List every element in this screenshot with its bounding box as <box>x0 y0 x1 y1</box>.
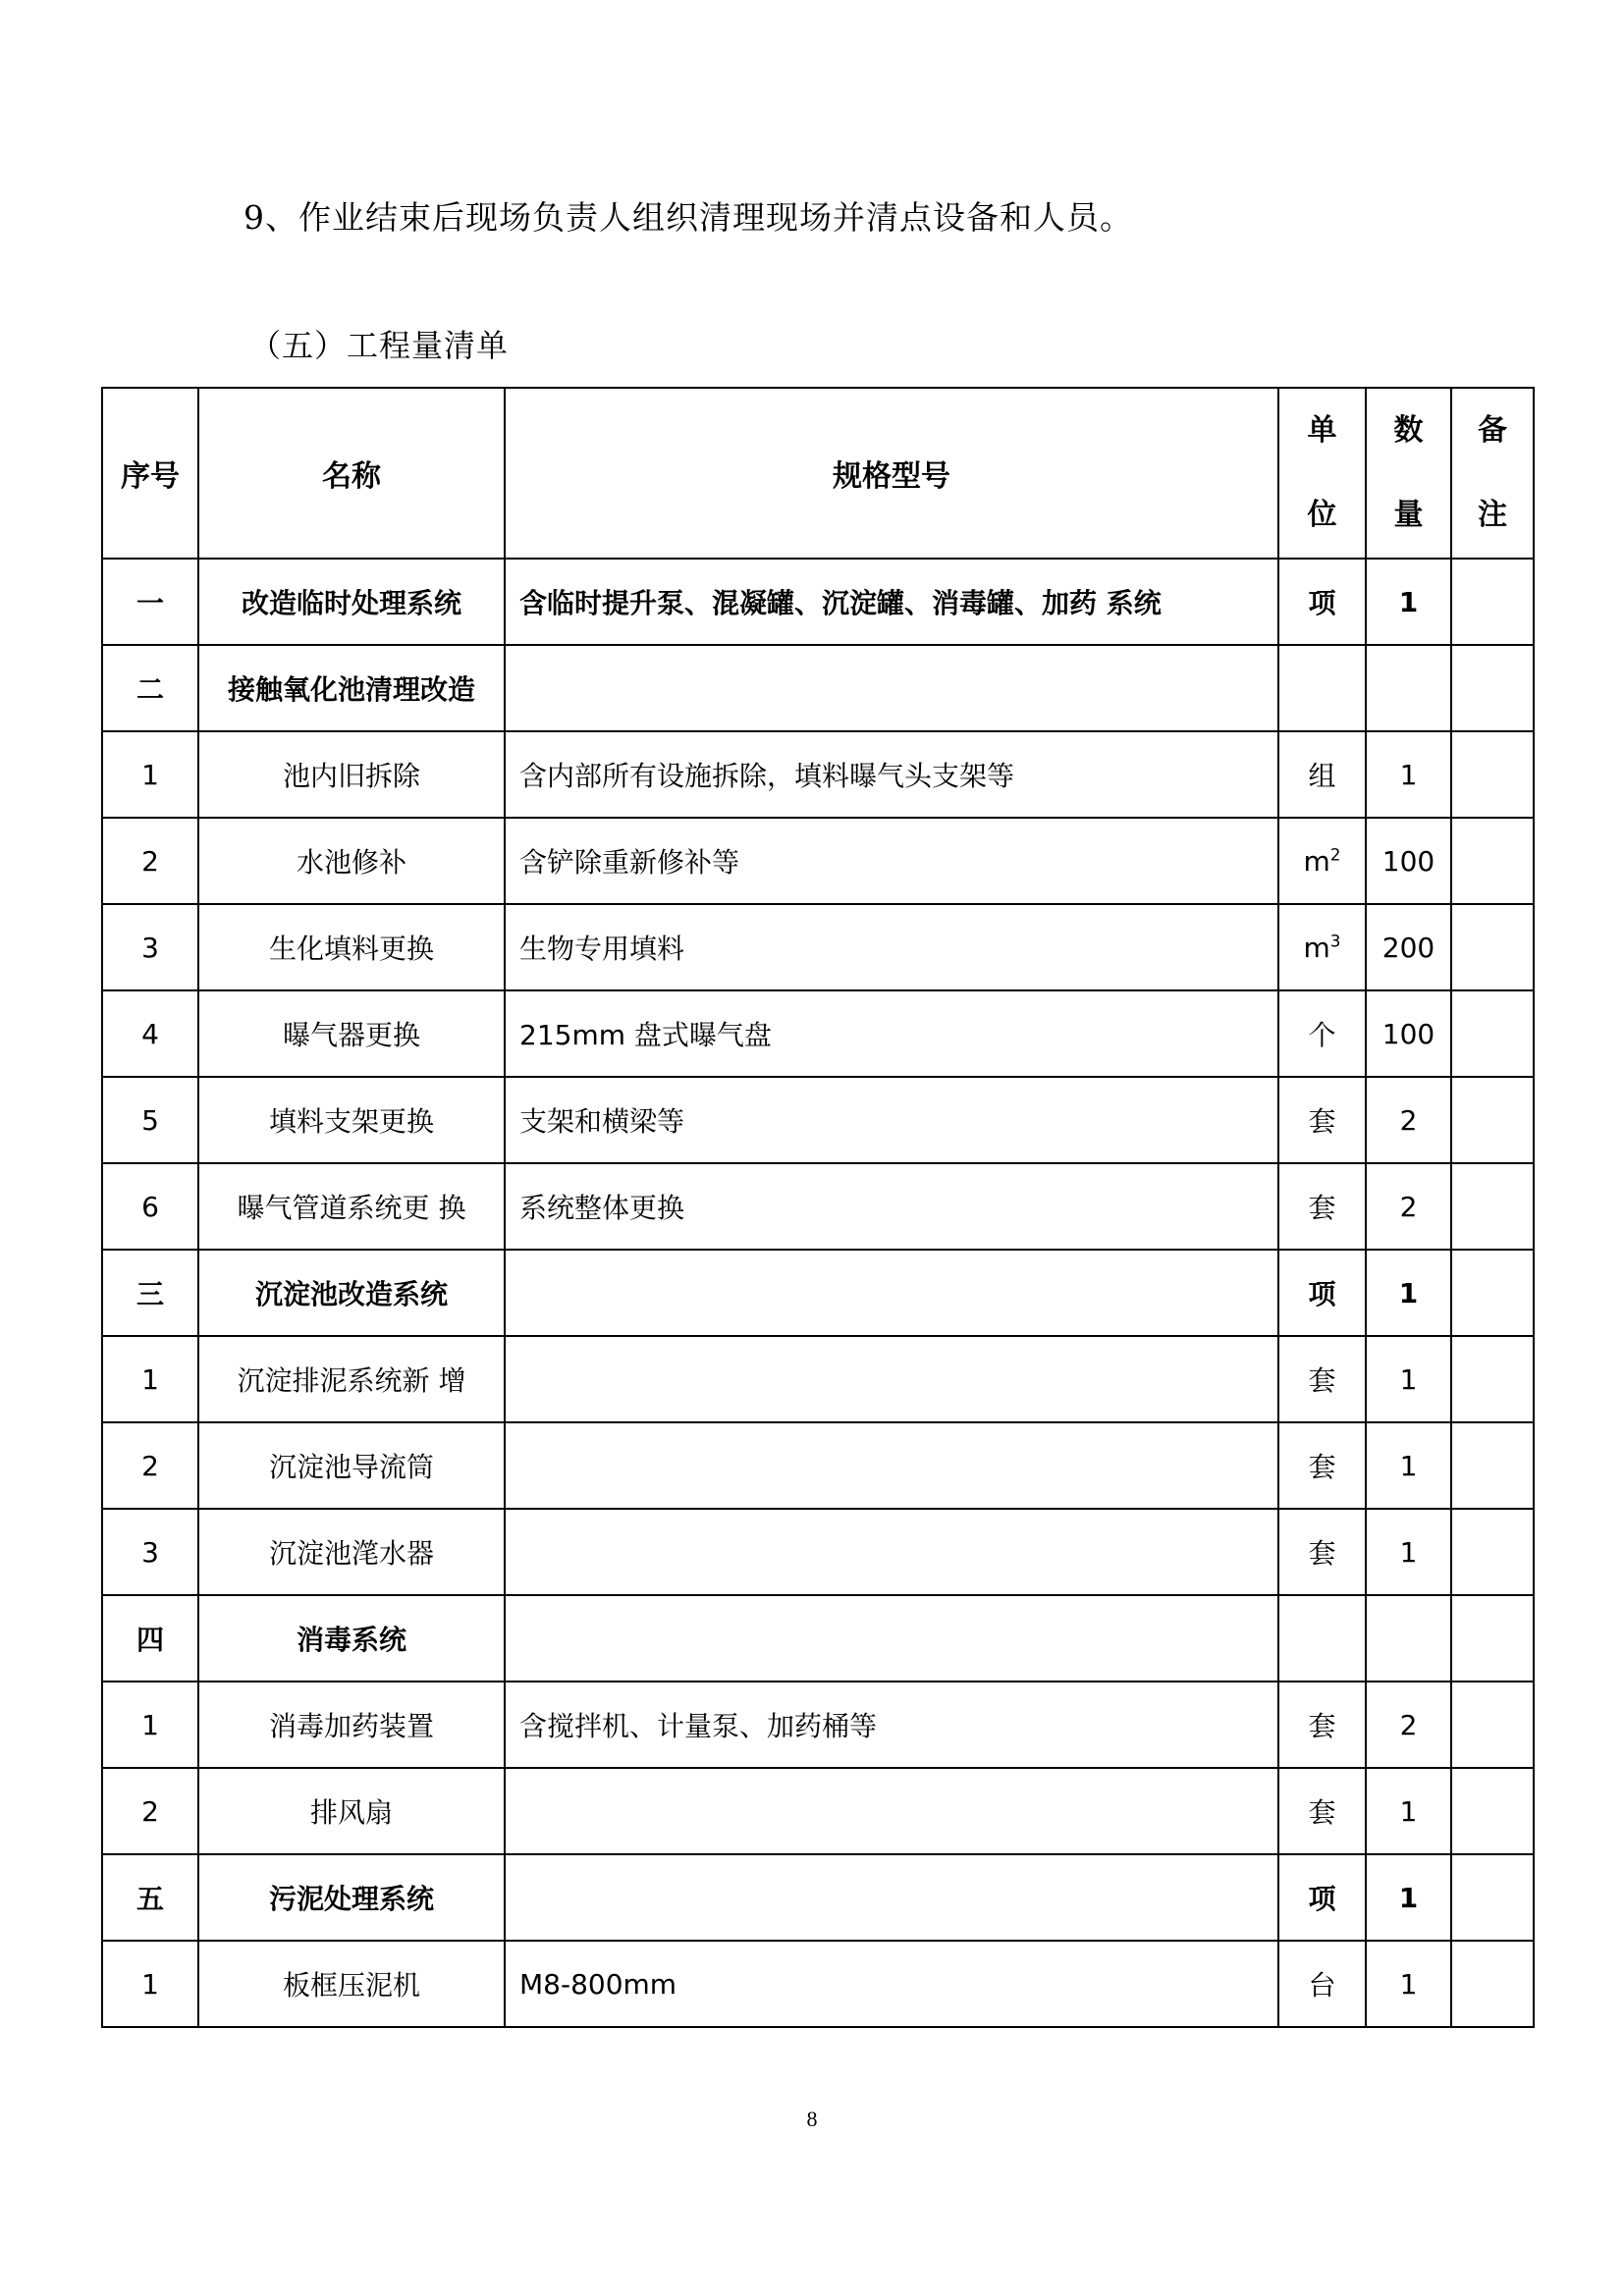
cell-index: 1 <box>102 1941 198 2027</box>
cell-spec: 含内部所有设施拆除，填料曝气头支架等 <box>505 731 1278 818</box>
table-header-row <box>102 388 1534 559</box>
table-row <box>102 1941 1534 2027</box>
header-unit-char-2: 位 <box>1307 498 1337 532</box>
cell-index: 2 <box>102 1768 198 1854</box>
cell-note <box>1451 904 1534 990</box>
cell-index: 2 <box>102 1422 198 1509</box>
cell-spec <box>505 1336 1278 1422</box>
cell-unit-text: 套 <box>1308 1451 1336 1483</box>
cell-unit-text: 套 <box>1308 1796 1336 1829</box>
cell-note <box>1451 1336 1534 1422</box>
cell-unit <box>1278 1163 1366 1250</box>
cell-name: 改造临时处理系统 <box>198 559 505 645</box>
cell-spec <box>505 1509 1278 1595</box>
cell-spec: M8-800mm <box>505 1941 1278 2027</box>
cell-unit <box>1278 1077 1366 1163</box>
cell-index: 2 <box>102 818 198 904</box>
cell-note <box>1451 1941 1534 2027</box>
table-category-row <box>102 645 1534 731</box>
cell-name: 池内旧拆除 <box>198 731 505 818</box>
cell-note <box>1451 559 1534 645</box>
cell-unit <box>1278 1595 1366 1682</box>
header-name: 名称 <box>198 388 505 559</box>
cell-index: 1 <box>102 731 198 818</box>
cell-quantity: 200 <box>1366 904 1451 990</box>
cell-spec <box>505 1768 1278 1854</box>
paragraph-step-9: 9、作业结束后现场负责人组织清理现场并清点设备和人员。 <box>244 198 1133 237</box>
cell-quantity: 100 <box>1366 818 1451 904</box>
cell-note <box>1451 1422 1534 1509</box>
table-row <box>102 1682 1534 1768</box>
cell-index: 1 <box>102 1336 198 1422</box>
cell-quantity: 1 <box>1366 1336 1451 1422</box>
cell-name: 板框压泥机 <box>198 1941 505 2027</box>
cell-unit <box>1278 1250 1366 1336</box>
cell-index: 3 <box>102 904 198 990</box>
cell-note <box>1451 1595 1534 1682</box>
cell-note <box>1451 1682 1534 1768</box>
header-quantity-char-1: 数 <box>1393 413 1424 448</box>
cell-spec <box>505 645 1278 731</box>
cell-index: 四 <box>102 1595 198 1682</box>
table-row <box>102 1077 1534 1163</box>
cell-name: 接触氧化池清理改造 <box>198 645 505 731</box>
cell-unit-exponent: 3 <box>1329 931 1341 951</box>
cell-spec: 系统整体更换 <box>505 1163 1278 1250</box>
cell-unit-text: 个 <box>1308 1019 1336 1051</box>
cell-spec: 含搅拌机、计量泵、加药桶等 <box>505 1682 1278 1768</box>
header-note-char-1: 备 <box>1478 413 1507 448</box>
cell-name: 沉淀池改造系统 <box>198 1250 505 1336</box>
cell-name: 曝气管道系统更 换 <box>198 1163 505 1250</box>
cell-note <box>1451 990 1534 1077</box>
cell-name: 消毒系统 <box>198 1595 505 1682</box>
cell-index: 3 <box>102 1509 198 1595</box>
cell-note <box>1451 1768 1534 1854</box>
table-category-row <box>102 559 1534 645</box>
bill-of-quantities-table <box>101 387 1535 2028</box>
cell-index: 4 <box>102 990 198 1077</box>
cell-unit <box>1278 904 1366 990</box>
cell-unit <box>1278 990 1366 1077</box>
cell-spec: 含临时提升泵、混凝罐、沉淀罐、消毒罐、加药 系统 <box>505 559 1278 645</box>
cell-name: 污泥处理系统 <box>198 1854 505 1941</box>
table-row <box>102 1422 1534 1509</box>
cell-quantity: 2 <box>1366 1163 1451 1250</box>
cell-name: 曝气器更换 <box>198 990 505 1077</box>
section-title: （五）工程量清单 <box>249 327 510 364</box>
cell-unit <box>1278 818 1366 904</box>
cell-name: 沉淀池导流筒 <box>198 1422 505 1509</box>
table-row <box>102 731 1534 818</box>
cell-quantity: 1 <box>1366 1250 1451 1336</box>
cell-unit-text: 项 <box>1308 1883 1336 1915</box>
cell-index: 二 <box>102 645 198 731</box>
cell-note <box>1451 645 1534 731</box>
cell-unit <box>1278 1768 1366 1854</box>
table-row <box>102 1509 1534 1595</box>
cell-index: 5 <box>102 1077 198 1163</box>
table-row <box>102 1336 1534 1422</box>
table-category-row <box>102 1595 1534 1682</box>
cell-unit-text: m <box>1303 844 1330 878</box>
cell-index: 五 <box>102 1854 198 1941</box>
cell-unit-text: 套 <box>1308 1105 1336 1138</box>
cell-note <box>1451 1163 1534 1250</box>
cell-unit-text: 项 <box>1308 1278 1336 1310</box>
cell-quantity: 1 <box>1366 1422 1451 1509</box>
cell-name: 沉淀排泥系统新 增 <box>198 1336 505 1422</box>
cell-spec <box>505 1422 1278 1509</box>
cell-note <box>1451 1077 1534 1163</box>
cell-unit-exponent: 2 <box>1329 844 1341 865</box>
cell-name: 排风扇 <box>198 1768 505 1854</box>
cell-quantity: 1 <box>1366 1509 1451 1595</box>
header-quantity-char-2: 量 <box>1393 498 1424 532</box>
table-row <box>102 990 1534 1077</box>
page-number: 8 <box>806 2107 818 2131</box>
cell-spec <box>505 1854 1278 1941</box>
table-category-row <box>102 1250 1534 1336</box>
cell-quantity: 2 <box>1366 1682 1451 1768</box>
cell-spec <box>505 1595 1278 1682</box>
cell-unit <box>1278 731 1366 818</box>
cell-name: 沉淀池滗水器 <box>198 1509 505 1595</box>
cell-unit-text: 套 <box>1308 1537 1336 1570</box>
cell-quantity: 1 <box>1366 1768 1451 1854</box>
cell-note <box>1451 1854 1534 1941</box>
cell-index: 1 <box>102 1682 198 1768</box>
header-quantity <box>1366 388 1451 559</box>
cell-spec: 生物专用填料 <box>505 904 1278 990</box>
cell-unit-text: 项 <box>1308 587 1336 619</box>
cell-name: 消毒加药装置 <box>198 1682 505 1768</box>
cell-unit-text: 套 <box>1308 1192 1336 1224</box>
cell-quantity: 100 <box>1366 990 1451 1077</box>
header-note-char-2: 注 <box>1478 498 1507 532</box>
header-unit <box>1278 388 1366 559</box>
cell-unit-text: 套 <box>1308 1710 1336 1742</box>
cell-unit <box>1278 1682 1366 1768</box>
cell-unit-text: 套 <box>1308 1364 1336 1397</box>
cell-unit <box>1278 645 1366 731</box>
header-index: 序号 <box>102 388 198 559</box>
header-note <box>1451 388 1534 559</box>
cell-note <box>1451 818 1534 904</box>
table-row <box>102 1163 1534 1250</box>
cell-note <box>1451 1509 1534 1595</box>
cell-spec: 支架和横梁等 <box>505 1077 1278 1163</box>
cell-unit <box>1278 1854 1366 1941</box>
header-spec: 规格型号 <box>505 388 1278 559</box>
cell-spec <box>505 1250 1278 1336</box>
cell-name: 水池修补 <box>198 818 505 904</box>
cell-unit <box>1278 1941 1366 2027</box>
cell-quantity: 1 <box>1366 1941 1451 2027</box>
table-row <box>102 904 1534 990</box>
cell-quantity <box>1366 645 1451 731</box>
cell-unit <box>1278 1509 1366 1595</box>
table-row <box>102 1768 1534 1854</box>
cell-quantity: 1 <box>1366 731 1451 818</box>
cell-unit-text: m <box>1303 931 1330 964</box>
cell-index: 6 <box>102 1163 198 1250</box>
cell-spec: 215mm 盘式曝气盘 <box>505 990 1278 1077</box>
cell-unit <box>1278 559 1366 645</box>
table-row <box>102 818 1534 904</box>
cell-name: 填料支架更换 <box>198 1077 505 1163</box>
cell-unit-text: 组 <box>1308 760 1336 792</box>
cell-quantity <box>1366 1595 1451 1682</box>
cell-quantity: 1 <box>1366 559 1451 645</box>
cell-note <box>1451 1250 1534 1336</box>
cell-quantity: 1 <box>1366 1854 1451 1941</box>
header-unit-char-1: 单 <box>1307 413 1337 448</box>
cell-spec: 含铲除重新修补等 <box>505 818 1278 904</box>
cell-index: 一 <box>102 559 198 645</box>
cell-unit <box>1278 1422 1366 1509</box>
table-category-row <box>102 1854 1534 1941</box>
cell-quantity: 2 <box>1366 1077 1451 1163</box>
cell-index: 三 <box>102 1250 198 1336</box>
cell-name: 生化填料更换 <box>198 904 505 990</box>
cell-unit <box>1278 1336 1366 1422</box>
cell-unit-text: 台 <box>1308 1969 1336 2002</box>
cell-note <box>1451 731 1534 818</box>
